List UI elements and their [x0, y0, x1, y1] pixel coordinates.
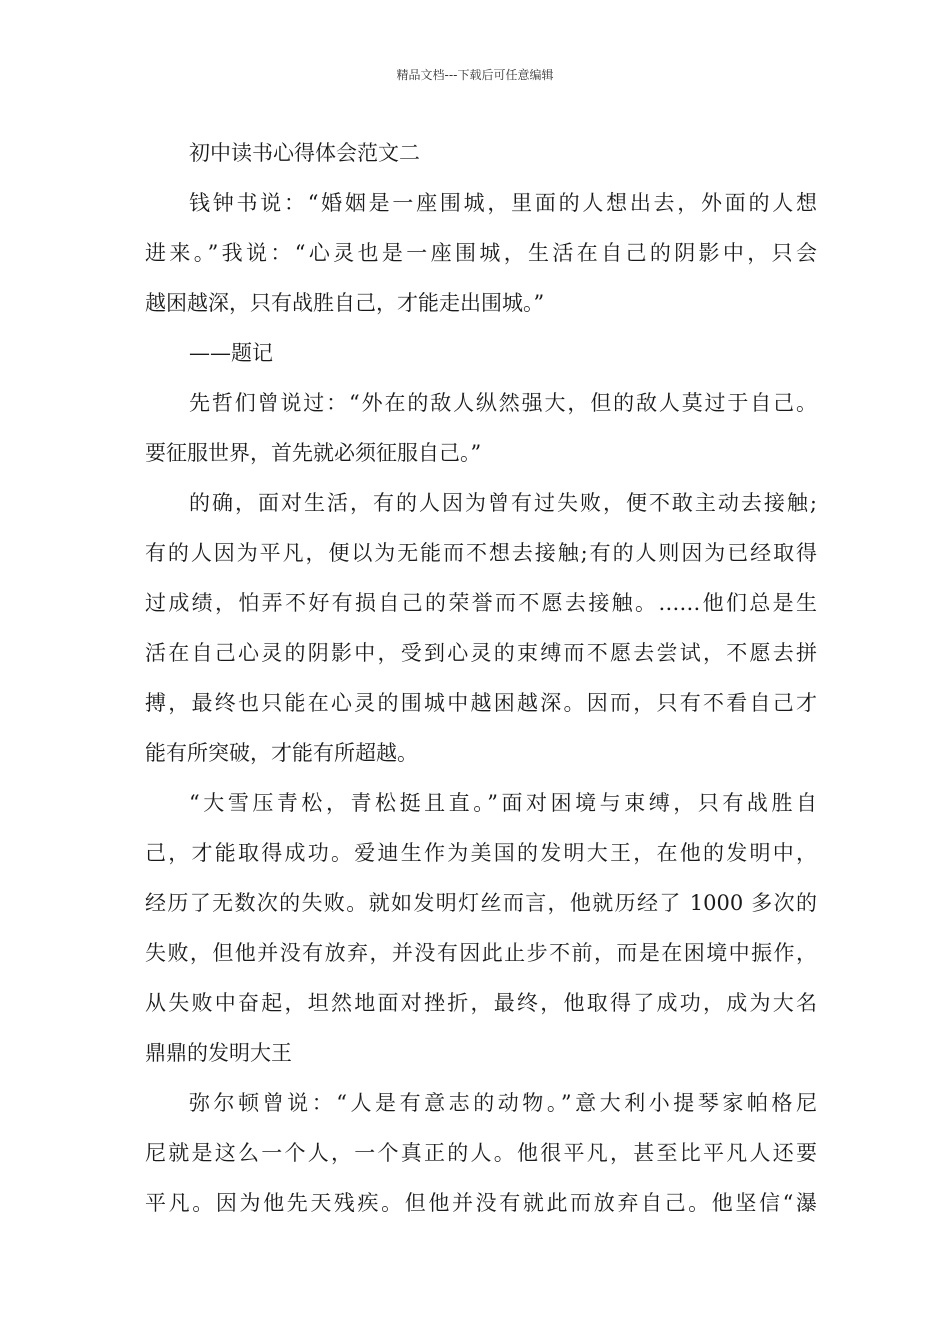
paragraph-line: 有的人因为平凡，便以为无能而不想去接触;有的人则因为已经取得 [145, 541, 817, 565]
paragraph-line: 先哲们曾说过：“外在的敌人纵然强大，但的敌人莫过于自己。 [189, 391, 817, 415]
paragraph-line: 鼎鼎的发明大王 [145, 1041, 292, 1065]
paragraph-line: 经历了无数次的失败。就如发明灯丝而言，他就历经了 1000 多次的 [145, 891, 817, 915]
paragraph-line: 平凡。因为他先天残疾。但他并没有就此而放弃自己。他坚信“瀑 [145, 1191, 817, 1215]
paragraph-line: 越困越深，只有战胜自己，才能走出围城。” [145, 291, 545, 315]
paragraph-line: 钱钟书说：“婚姻是一座围城，里面的人想出去，外面的人想 [189, 191, 817, 215]
document-title: 初中读书心得体会范文二 [189, 141, 420, 165]
paragraph-line: 进来。”我说：“心灵也是一座围城，生活在自己的阴影中，只会 [145, 241, 817, 265]
paragraph-line: 从失败中奋起，坦然地面对挫折，最终，他取得了成功，成为大名 [145, 991, 817, 1015]
paragraph-line: 的确，面对生活，有的人因为曾有过失败，便不敢主动去接触; [189, 491, 817, 515]
paragraph-line: 己，才能取得成功。爱迪生作为美国的发明大王，在他的发明中， [145, 841, 817, 865]
paragraph-line: 活在自己心灵的阴影中，受到心灵的束缚而不愿去尝试，不愿去拼 [145, 641, 817, 665]
epigraph-attribution: ——题记 [189, 341, 273, 365]
document-body [145, 128, 817, 1228]
paragraph-line: 搏，最终也只能在心灵的围城中越困越深。因而，只有不看自己才 [145, 691, 817, 715]
paragraph-line: 失败，但他并没有放弃，并没有因此止步不前，而是在困境中振作， [145, 941, 817, 965]
paragraph-line: 要征服世界，首先就必须征服自己。” [145, 441, 482, 465]
paragraph-line: 过成绩，怕弄不好有损自己的荣誉而不愿去接触。……他们总是生 [145, 591, 817, 615]
paragraph-line: 尼就是这么一个人，一个真正的人。他很平凡，甚至比平凡人还要 [145, 1141, 817, 1165]
paragraph-line: 弥尔顿曾说：“人是有意志的动物。”意大利小提琴家帕格尼 [189, 1091, 817, 1115]
paragraph-line: 能有所突破，才能有所超越。 [145, 741, 418, 765]
page-header: 精品文档---下载后可任意编辑 [396, 68, 554, 82]
paragraph-line: “大雪压青松，青松挺且直。”面对困境与束缚，只有战胜自 [189, 791, 817, 815]
